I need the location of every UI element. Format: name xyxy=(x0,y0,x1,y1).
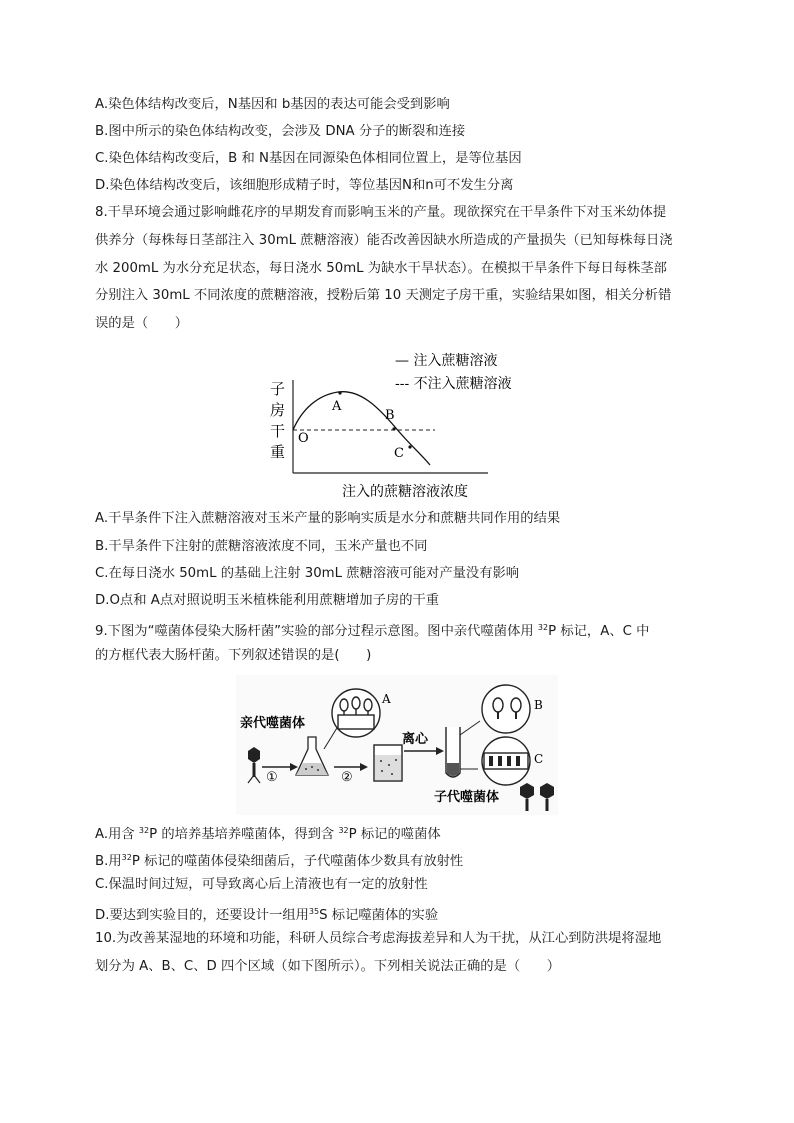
q8-option-c: C.在每日浇水 50mL 的基础上注射 30mL 蔗糖溶液可能对产量没有影响 xyxy=(95,566,520,581)
q8-option-a: A.干旱条件下注入蔗糖溶液对玉米产量的影响实质是水分和蔗糖共同作用的结果 xyxy=(95,511,561,526)
legend-dashed: --- 不注入蔗糖溶液 xyxy=(395,376,512,392)
test-tube-icon xyxy=(446,727,460,777)
q7-option-d: D.染色体结构改变后，该细胞形成精子时，等位基因N和n可不发生分离 xyxy=(95,178,514,193)
q8-stem-line-1: 8.干旱环境会通过影响雌花序的早期发育而影响玉米的产量。现欲探究在干旱条件下对玉米幼体提 xyxy=(95,205,667,220)
label-a: A xyxy=(382,692,391,706)
label-b: B xyxy=(534,698,543,712)
ylabel-char-3: 干 xyxy=(270,422,286,440)
offspring-phage-label: 子代噬菌体 xyxy=(434,790,500,805)
ylabel-char-2: 房 xyxy=(270,401,286,419)
q7-option-b: B.图中所示的染色体结构改变，会涉及 DNA 分子的断裂和连接 xyxy=(95,124,466,139)
label-a: A xyxy=(332,399,342,414)
bubble-a-icon xyxy=(332,689,380,737)
q8-option-d: D.O点和 A点对照说明玉米植株能利用蔗糖增加子房的干重 xyxy=(95,593,440,608)
q8-stem-line-5: 误的是（ ） xyxy=(95,316,189,331)
label-c: C xyxy=(534,752,544,766)
ylabel-char-4: 重 xyxy=(270,443,286,461)
q8-stem-line-4: 分别注入 30mL 不同浓度的蔗糖溶液，授粉后第 10 天测定子房干重，实验结果如图，相关分析错 xyxy=(95,288,672,303)
q10-stem-line-2: 划分为 A、B、C、D 四个区域（如下图所示）。下列相关说法正确的是（ ） xyxy=(95,959,561,974)
legend-solid: — 注入蔗糖溶液 xyxy=(395,353,498,369)
label-b: B xyxy=(385,408,395,423)
bubble-b-icon xyxy=(482,685,530,733)
centrifuge-label: 离心 xyxy=(402,732,429,747)
step-2-label: ② xyxy=(341,770,353,785)
q9-option-a: A.用含 $^{32}$P 的培养基培养噬菌体，得到含 $^{32}$P 标记的噬菌体 xyxy=(95,826,441,842)
q8-option-b: B.干旱条件下注射的蔗糖溶液浓度不同，玉米产量也不同 xyxy=(95,539,428,554)
point-b xyxy=(392,427,395,430)
ylabel-char-1: 子 xyxy=(270,380,286,398)
q9-option-d: D.要达到实验目的，还要设计一组用$^{35}$S 标记噬菌体的实验 xyxy=(95,907,439,923)
q9-stem-line-2: 的方框代表大肠杆菌。下列叙述错误的是( ) xyxy=(95,648,372,663)
q9-stem-line-1: 9.下图为“噬菌体侵染大肠杆菌”实验的部分过程示意图。图中亲代噬菌体用 $^{32}$P 标记，A、C 中 xyxy=(95,623,650,639)
parent-phage-label: 亲代噬菌体 xyxy=(240,716,306,731)
q9-figure xyxy=(236,675,558,815)
bubble-c-icon xyxy=(482,737,530,785)
q7-option-c: C.染色体结构改变后，B 和 N基因在同源染色体相同位置上，是等位基因 xyxy=(95,151,522,166)
point-a xyxy=(338,391,341,394)
q8-figure xyxy=(260,343,540,505)
q10-stem-line-1: 10.为改善某湿地的环境和功能，科研人员综合考虑海拔差异和人为干扰，从江心到防洪堤将湿地 xyxy=(95,931,662,946)
q8-stem-line-3: 水 200mL 为水分充足状态，每日浇水 50mL 为缺水干旱状态）。在模拟干旱条件下每日每株茎部 xyxy=(95,261,667,276)
x-axis-label: 注入的蔗糖溶液浓度 xyxy=(342,484,468,500)
curve-solid xyxy=(293,392,430,465)
q9-option-c: C.保温时间过短，可导致离心后上清液也有一定的放射性 xyxy=(95,877,428,892)
point-c xyxy=(408,445,411,448)
label-o: O xyxy=(298,431,309,446)
label-c: C xyxy=(394,446,404,461)
q7-option-a: A.染色体结构改变后，N基因和 b基因的表达可能会受到影响 xyxy=(95,97,450,112)
q8-stem-line-2: 供养分（每株每日茎部注入 30mL 蔗糖溶液）能否改善因缺水所造成的产量损失（已知每株每日浇 xyxy=(95,233,673,248)
mixing-beaker-icon xyxy=(374,745,402,781)
q9-option-b: B.用$^{32}$P 标记的噬菌体侵染细菌后，子代噬菌体少数具有放射性 xyxy=(95,853,464,869)
step-1-label: ① xyxy=(266,770,278,785)
